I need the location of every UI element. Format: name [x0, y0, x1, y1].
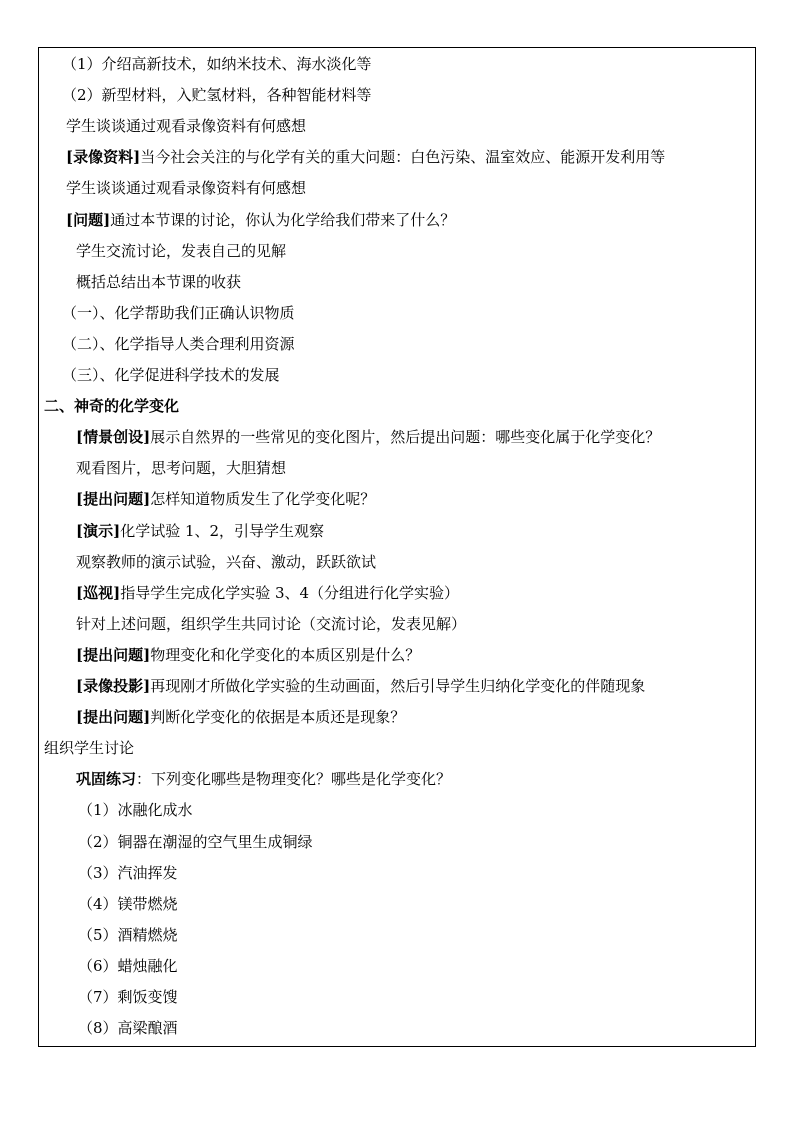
activity-tag: [情景创设]: [76, 428, 151, 447]
text-line: [76, 241, 286, 261]
text-line: [78, 800, 193, 820]
text-line: [76, 489, 375, 509]
text-line: [76, 583, 459, 603]
text-line: [78, 956, 178, 976]
line-text: （3）汽油挥发: [78, 863, 178, 882]
text-line: [66, 147, 665, 167]
line-text: 指导学生完成化学实验 3、4（分组进行化学实验）: [120, 583, 460, 602]
line-text: （二）、化学指导人类合理利用资源: [62, 334, 295, 353]
line-text: （8）高梁酿酒: [78, 1019, 178, 1038]
text-line: [66, 116, 306, 136]
line-text: 针对上述问题，组织学生共同讨论（交流讨论，发表见解）: [76, 614, 467, 633]
text-line: [62, 334, 295, 354]
activity-tag: [提出问题]: [76, 490, 151, 509]
line-text: 组织学生讨论: [44, 739, 135, 758]
line-text: 再现刚才所做化学实验的生动画面，然后引导学生归纳化学变化的伴随现象: [150, 677, 646, 695]
line-text: 判断化学变化的依据是本质还是现象？: [150, 708, 406, 727]
line-text: （2）新型材料，入贮氢材料，各种智能材料等: [62, 86, 372, 105]
text-line: [76, 614, 466, 634]
text-line: [78, 894, 178, 914]
text-line: [44, 738, 134, 758]
line-text: （4）镁带燃烧: [78, 894, 178, 913]
text-line: [76, 521, 324, 541]
text-line: [78, 1018, 178, 1038]
line-text: （1）介绍高新技术，如纳米技术、海水淡化等: [62, 55, 372, 73]
text-line: [66, 210, 455, 230]
line-text: （2）铜器在潮湿的空气里生成铜绿: [78, 832, 313, 851]
line-text: （7）剩饭变馊: [78, 988, 178, 1006]
line-text: （一）、化学帮助我们正确认识物质: [62, 303, 295, 322]
activity-tag: [问题]: [66, 210, 111, 229]
activity-tag: [提出问题]: [76, 708, 151, 727]
activity-tag: [巡视]: [76, 583, 121, 602]
text-line: [76, 427, 660, 447]
text-line: [76, 645, 420, 665]
text-line: [44, 396, 179, 416]
text-line: [78, 925, 178, 945]
text-line: [76, 458, 286, 478]
activity-tag: [录像资料]: [66, 148, 141, 167]
text-line: [62, 85, 372, 105]
text-line: [66, 178, 306, 198]
line-text: （1）冰融化成水: [78, 801, 193, 820]
text-line: [76, 676, 645, 696]
text-line: [76, 707, 405, 727]
activity-tag: 巩固练习: [76, 770, 137, 789]
text-line: [78, 987, 178, 1007]
activity-tag: [提出问题]: [76, 645, 151, 664]
line-text: 化学试验 1、2，引导学生观察: [120, 521, 325, 540]
text-line: [78, 863, 178, 883]
line-text: （三）、化学促进科学技术的发展: [62, 366, 280, 384]
activity-tag: [录像投影]: [76, 677, 151, 695]
line-text: 物理变化和化学变化的本质区别是什么？: [150, 645, 421, 664]
line-text: 概括总结出本节课的收获: [76, 272, 242, 291]
text-line: [76, 552, 376, 572]
line-text: 通过本节课的讨论，你认为化学给我们带来了什么？: [110, 210, 456, 229]
line-text: 怎样知道物质发生了化学变化呢？: [150, 490, 376, 509]
line-text: 当今社会关注的与化学有关的重大问题：白色污染、温室效应、能源开发利用等: [140, 148, 666, 167]
line-text: （6）蜡烛融化: [78, 956, 178, 975]
line-text: 观看图片，思考问题，大胆猜想: [76, 459, 287, 478]
line-text: 学生谈谈通过观看录像资料有何感想: [66, 117, 307, 136]
text-line: [62, 303, 295, 323]
text-line: [76, 272, 241, 292]
line-text: 展示自然界的一些常见的变化图片，然后提出问题：哪些变化属于化学变化？: [150, 428, 661, 447]
line-text: 学生交流讨论，发表自己的见解: [76, 241, 287, 260]
line-text: 观察教师的演示试验，兴奋、激动，跃跃欲试: [76, 552, 377, 571]
line-text: 学生谈谈通过观看录像资料有何感想: [66, 179, 307, 198]
text-line: [62, 365, 280, 385]
text-line: [62, 54, 372, 74]
activity-tag: [演示]: [76, 521, 121, 540]
section-heading: 二、神奇的化学变化: [44, 397, 180, 416]
line-text: （5）酒精燃烧: [78, 925, 178, 944]
text-line: [76, 769, 451, 789]
line-text: ：下列变化哪些是物理变化？哪些是化学变化？: [136, 770, 452, 789]
text-line: [78, 832, 313, 852]
